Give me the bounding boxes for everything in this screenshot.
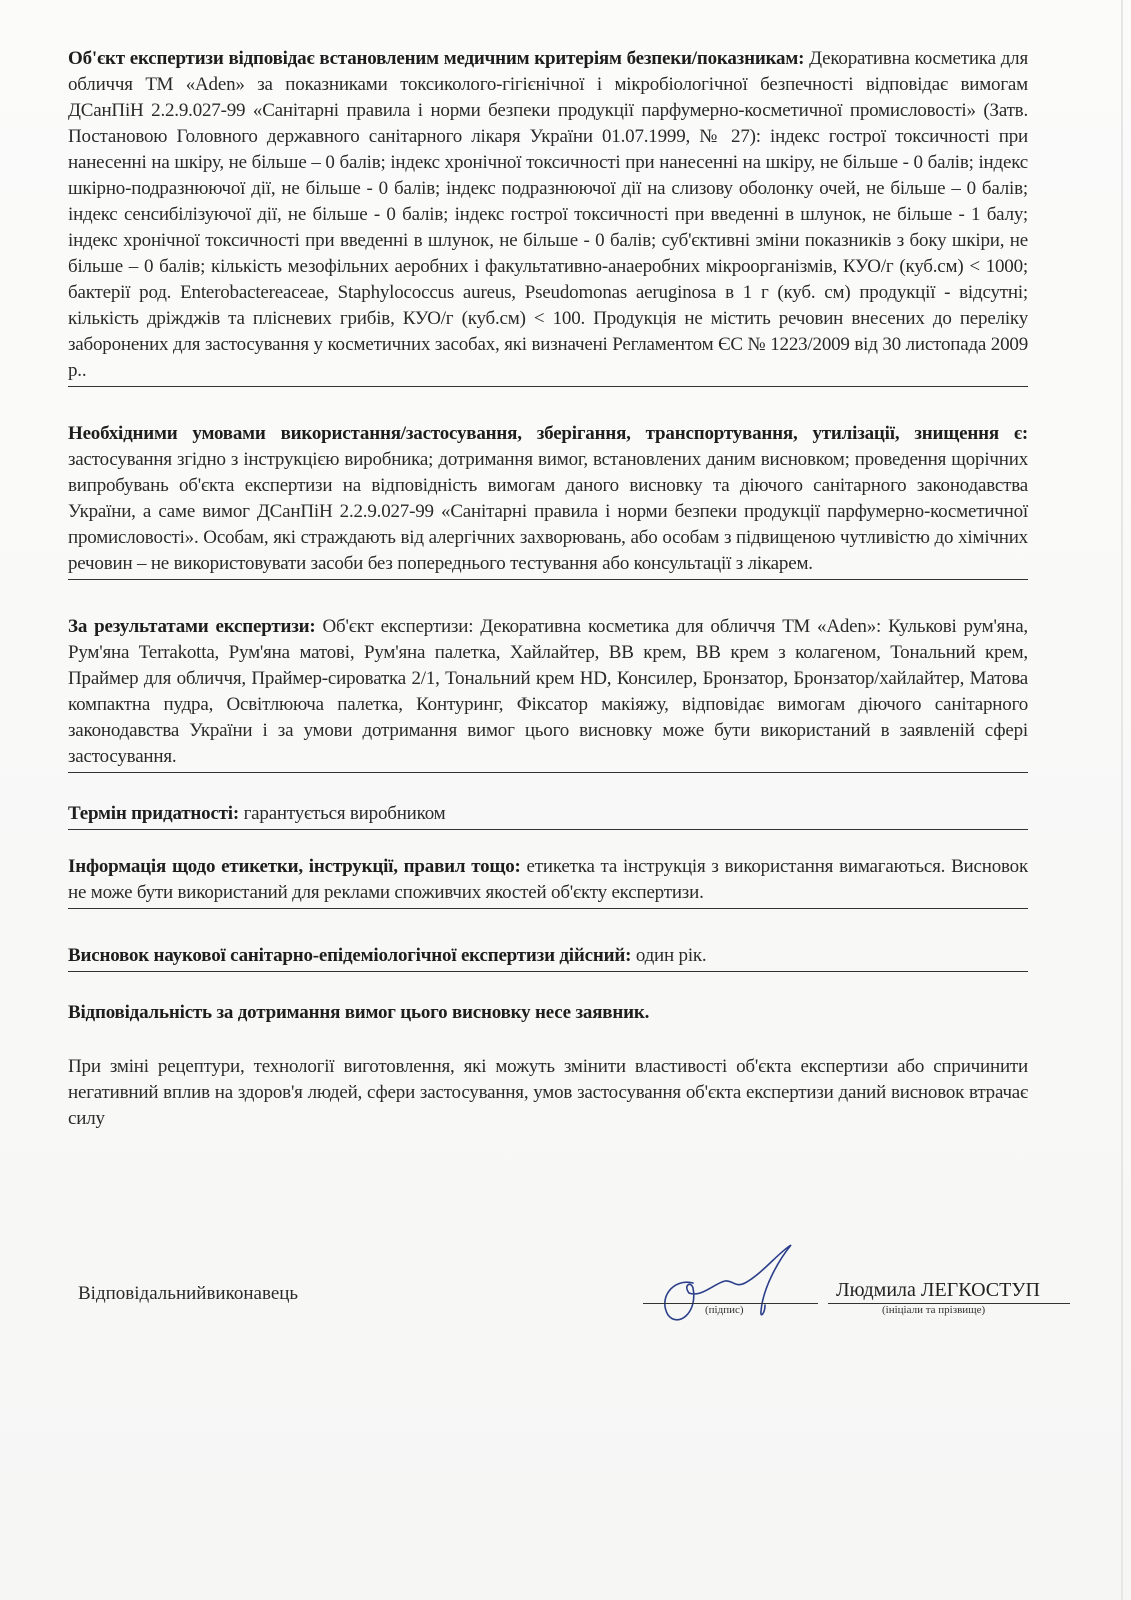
section-safety-criteria bbox=[68, 46, 1028, 384]
section-label-info bbox=[68, 854, 1028, 906]
conditions-heading: Необхідними умовами використання/застосування, зберігання, транспортування, утилізації, знищення є: bbox=[68, 423, 1028, 444]
section-formula-change bbox=[68, 1054, 1028, 1132]
validity-body: один рік. bbox=[635, 945, 707, 966]
signature-caption: (підпис) bbox=[705, 1304, 744, 1316]
label-info-heading: Інформація щодо етикетки, інструкції, правил тощо: bbox=[68, 856, 521, 877]
results-heading: За результатами експертизи: bbox=[68, 616, 316, 637]
executor-label: Відповідальнийвиконавець bbox=[78, 1283, 299, 1304]
validity-heading: Висновок наукової санітарно-епідеміологічної експертизи дійсний: bbox=[68, 945, 632, 966]
responsibility-heading: Відповідальність за дотримання вимог цього висновку несе заявник. bbox=[68, 1002, 650, 1023]
section-responsibility bbox=[68, 1000, 1028, 1026]
signature-row bbox=[68, 1275, 1040, 1335]
label-info-body: етикетка та інструкція з використання вимагаються. Висновок не може бути використаний для реклами споживчих якостей об'єкту експертизи. bbox=[68, 856, 1028, 903]
document-body bbox=[68, 46, 1028, 1132]
formula-change-body: При зміні рецептури, технології виготовлення, які можуть змінити властивості об'єкта експертизи або спричинити негативний вплив на здоров'я людей, сфери застосування, умов застосування об'єкта експертизи даний висновок втрачає силу bbox=[68, 1056, 1028, 1129]
safety-criteria-heading: Об'єкт експертизи відповідає встановленим медичним критеріям безпеки/показникам: bbox=[68, 48, 805, 69]
name-caption: (ініціали та прізвище) bbox=[882, 1304, 986, 1316]
shelf-life-body: гарантується виробником bbox=[243, 803, 446, 824]
name-block bbox=[828, 1275, 1070, 1335]
safety-criteria-body: Декоративна косметика для обличчя ТМ «Aden» за показниками токсиколого-гігієнічної і мікробіологічної безпечності відповідає вимогам ДСанПіН 2.2.9.027-99 «Санітарні правила і норми безпеки продукції парфумерно-косметичної промисловості» (Затв. Постановою Головного державного санітарного лікаря України 01.07.1999, № 27): індекс гострої токсичності при нанесенні на шкіру, не більше – 0 балів; індекс хронічної токсичності при нанесенні на шкіру, не більше - 0 балів; індекс шкірно-подразнюючої дії, не більше - 0 балів; індекс подразнюючої дії на слизову оболонку очей, не більше – 0 балів; індекс сенсибілізуючої дії, не більше - 0 балів; індекс гострої токсичності при введенні в шлунок, не більше - 1 балу; індекс хронічної токсичності при введенні в шлунок, не більше - 0 балів; суб'єктивні зміни показників з боку шкіри, не більше – 0 балів; кількість мезофільних аеробних і факультативно-анаеробних мікроорганізмів, КУО/г (куб.см) < 1000; бактерії род. Enterobactereaceae, Staphylococcus aureus, Pseudomonas aeruginosa в 1 г (куб. см) продукції - відсутні; кількість дріжджів та плісневих грибів, КУО/г (куб.см) < 100. Продукція не містить речовин внесених до переліку заборонених для застосування у косметичних засобах, які визначені Регламентом ЄС № 1223/2009 від 30 листопада 2009 р.. bbox=[68, 48, 1028, 381]
section-validity bbox=[68, 943, 1028, 969]
shelf-life-heading: Термін придатності: bbox=[68, 803, 240, 824]
signature-block bbox=[643, 1275, 818, 1335]
executor-name: Людмила ЛЕГКОСТУП bbox=[836, 1279, 1040, 1301]
section-results bbox=[68, 614, 1028, 770]
section-conditions bbox=[68, 421, 1028, 577]
conditions-body: застосування згідно з інструкцією виробника; дотримання вимог, встановлених даним висновком; проведення щорічних випробувань об'єкта експертизи на відповідність вимогам даного висновку та діючого санітарного законодавства України, а саме вимог ДСанПіН 2.2.9.027-99 «Санітарні правила і норми безпеки продукції парфумерно-косметичної промисловості». Особам, які страждають від алергічних захворювань, або особам з підвищеною чутливістю до хімічних речовин – не використовувати засоби без попереднього тестування або консультації з лікарем. bbox=[68, 449, 1028, 574]
section-shelf-life bbox=[68, 801, 1028, 827]
page-edge bbox=[1121, 0, 1123, 1600]
results-body: Об'єкт експертизи: Декоративна косметика для обличчя ТМ «Aden»: Кулькові рум'яна, Рум'яна Terrakotta, Рум'яна матові, Рум'яна палетка, Хайлайтер, ВВ крем, ВВ крем з колагеном, Тональний крем, Праймер для обличчя, Праймер-сироватка 2/1, Тональний крем HD, Консилер, Бронзатор, Бронзатор/хайлайтер, Матова компактна пудра, Освітлююча палетка, Контуринг, Фіксатор макіяжу, відповідає вимогам діючого санітарного законодавства України і за умови дотримання вимог цього висновку може бути використаний в заявленій сфері застосування. bbox=[68, 616, 1028, 767]
